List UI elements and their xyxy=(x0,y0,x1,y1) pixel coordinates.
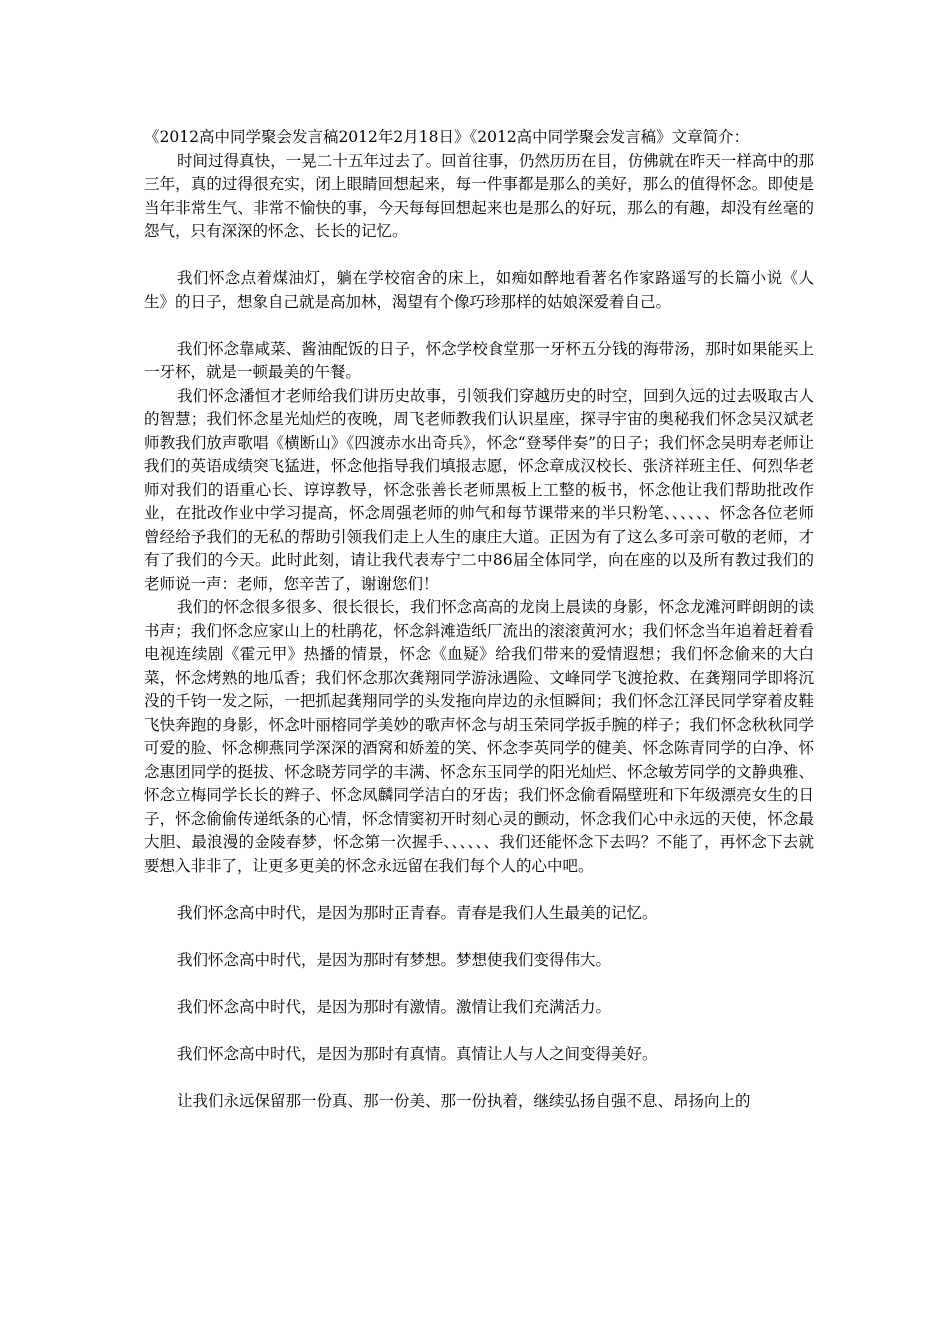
paragraph-teachers: 我们怀念潘恒才老师给我们讲历史故事，引领我们穿越历史的时空，回到久远的过去吸取古人的智慧；我们怀念星光灿烂的夜晚，周飞老师教我们认识星座，探寻宇宙的奥秘我们怀念吴汉斌老师教我们放声歌唱《横断山》《四渡赤水出奇兵》，怀念“登琴伴奏”的日子；我们怀念吴明寿老师让我们的英语成绩突飞猛进，怀念他指导我们填报志愿，怀念章成汉校长、张济祥班主任、何烈华老师对我们的语重心长、谆谆教导，怀念张善长老师黑板上工整的板书，怀念他让我们帮助批改作业，在批改作业中学习提高，怀念周强老师的帅气和每节课带来的半只粉笔、、、、、、怀念各位老师曾经给予我们的无私的帮助引领我们走上人生的康庄大道。正因为有了这么多可亲可敬的老师，才有了我们的今天。此时此刻，请让我代表寿宁二中86届全体同学，向在座的以及所有教过我们的老师说一声：老师，您辛苦了，谢谢您们！ xyxy=(144,386,814,593)
paragraph-pickles: 我们怀念靠咸菜、酱油配饭的日子，怀念学校食堂那一牙杯五分钱的海带汤，那时如果能买上一牙杯，就是一顿最美的午餐。 xyxy=(144,339,814,381)
paragraph-dreams: 我们怀念高中时代，是因为那时有梦想。梦想使我们变得伟大。 xyxy=(177,950,612,969)
paragraph-sincerity: 我们怀念高中时代，是因为那时有真情。真情让人与人之间变得美好。 xyxy=(177,1044,658,1063)
article-title-line: 《2012高中同学聚会发言稿2012年2月18日》《2012高中同学聚会发言稿》文章简介： xyxy=(144,128,750,146)
paragraph-closing: 让我们永远保留那一份真、那一份美、那一份执着，继续弘扬自强不息、昂扬向上的 xyxy=(177,1091,751,1110)
paragraph-kerosene-lamp: 我们怀念点着煤油灯，躺在学校宿舍的床上，如痴如醉地看著名作家路遥写的长篇小说《人生》的日子，想象自己就是高加林，渴望有个像巧珍那样的姑娘深爱着自己。 xyxy=(144,269,814,311)
paragraph-memories: 我们的怀念很多很多、很长很长，我们怀念高高的龙岗上晨读的身影，怀念龙滩河畔朗朗的读书声；我们怀念应家山上的杜鹃花，怀念斜滩造纸厂流出的滚滚黄河水；我们怀念当年追着赶着看电视连续剧《霍元甲》热播的情景，怀念《血疑》给我们带来的爱情遐想；我们怀念偷来的大白菜，怀念烤熟的地瓜香；我们怀念那次龚翔同学游泳遇险、文峰同学飞渡抢救、在龚翔同学即将沉没的千钧一发之际，一把抓起龚翔同学的头发拖向岸边的永恒瞬间；我们怀念江泽民同学穿着皮鞋飞快奔跑的身影，怀念叶丽榕同学美妙的歌声怀念与胡玉荣同学扳手腕的样子；我们怀念秋秋同学可爱的脸、怀念柳燕同学深深的酒窝和娇羞的笑、怀念李英同学的健美、怀念陈青同学的白净、怀念惠团同学的挺拔、怀念晓芳同学的丰满、怀念东玉同学的阳光灿烂、怀念敏芳同学的文静典雅、怀念立梅同学长长的辫子、怀念凤麟同学洁白的牙齿；我们怀念偷看隔壁班和下年级漂亮女生的日子，怀念偷偷传递纸条的心情，怀念情窦初开时刻心灵的颤动，怀念我们心中永远的天使，怀念最大胆、最浪漫的金陵春梦，怀念第一次握手、、、、、、我们还能怀念下去吗？不能了，再怀念下去就要想入非非了，让更多更美的怀念永远留在我们每个人的心中吧。 xyxy=(144,598,814,875)
paragraph-passion: 我们怀念高中时代，是因为那时有激情。激情让我们充满活力。 xyxy=(177,997,612,1016)
document-body xyxy=(144,126,814,1113)
paragraph-intro: 时间过得真快，一晃二十五年过去了。回首往事，仍然历历在目，仿佛就在昨天一样高中的那三年，真的过得很充实，闭上眼睛回想起来，每一件事都是那么的美好，那么的值得怀念。即使是当年非常生气、非常不愉快的事，今天每每回想起来也是那么的好玩，那么的有趣，却没有丝毫的怨气，只有深深的怀念、长长的记忆。 xyxy=(144,151,814,240)
paragraph-youth: 我们怀念高中时代，是因为那时正青春。青春是我们人生最美的记忆。 xyxy=(177,903,658,922)
